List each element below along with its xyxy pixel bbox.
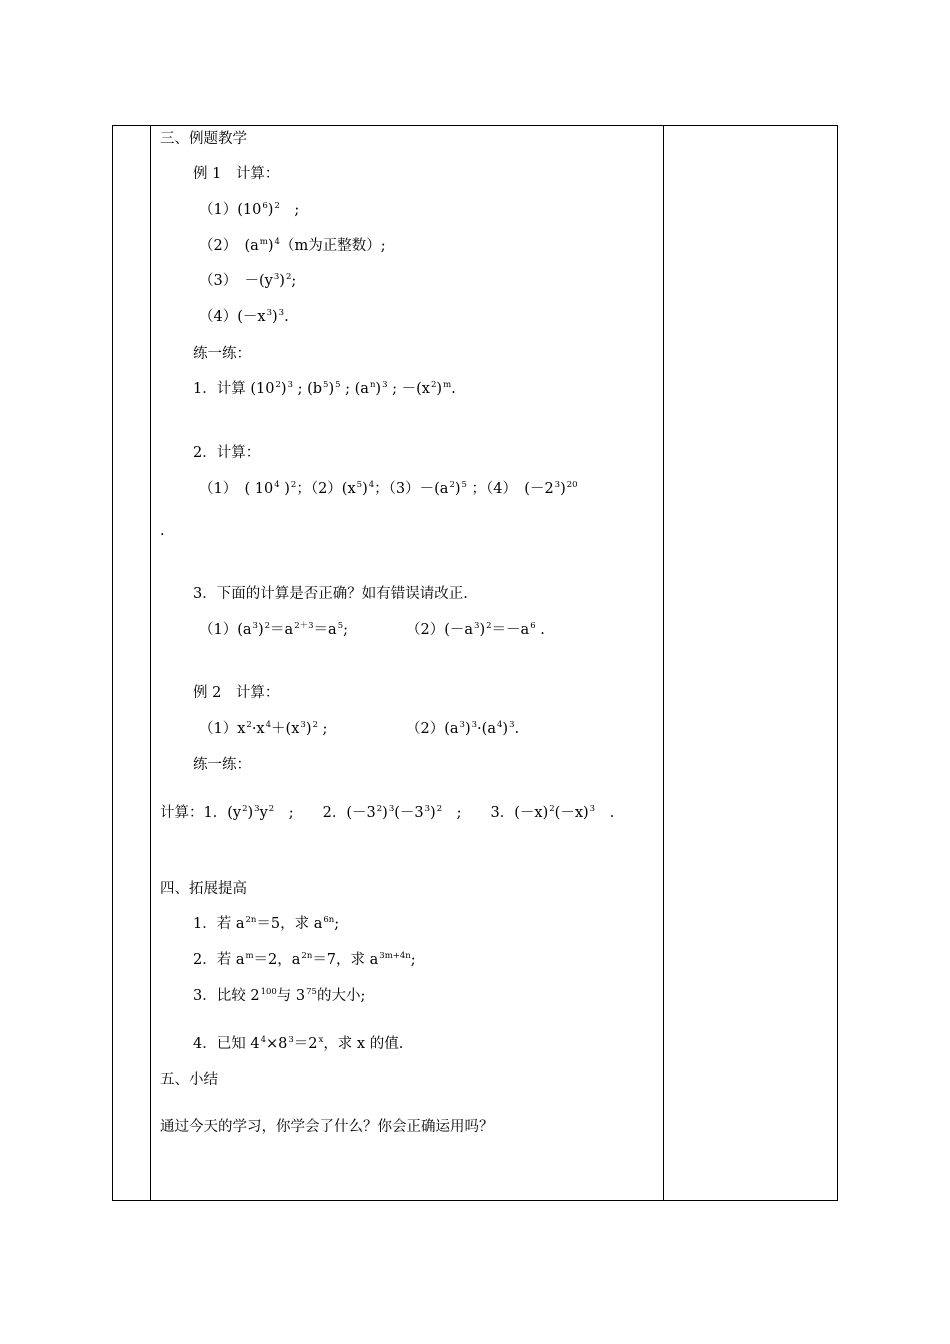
summary-text: 通过今天的学习，你学会了什么？你会正确运用吗？ bbox=[160, 1119, 494, 1135]
practice1-question-3-part-1: $(1)(a^3)^2=a^{2+3}=a^5$; bbox=[199, 621, 348, 638]
section3-title: 三、例题教学 bbox=[160, 131, 247, 147]
example1-item-4: $(4)(-x^3)^3$. bbox=[199, 308, 289, 325]
example1-item-1: $(1)(10^6)^2$ ; bbox=[199, 201, 300, 218]
example1-heading: 例 1 计算： bbox=[193, 166, 280, 182]
practice1-question-2-heading: 2．计算： bbox=[193, 445, 261, 461]
column-divider-right bbox=[663, 126, 664, 1200]
column-divider-left bbox=[150, 126, 151, 1200]
practice1-question-1: 1．计算 $(10^2)^3$ ; $(b^5)^5$ ; $(a^n)^3$ ; $-(x^2)^m$. bbox=[193, 380, 456, 397]
practice1-question-3-heading: 3．下面的计算是否正确？如有错误请改正. bbox=[193, 586, 468, 602]
extension-question-1: 1．若 $a^{2n}=5$，求 $a^{6n}$; bbox=[193, 915, 340, 932]
practice1-question-2-tail: . bbox=[160, 523, 165, 539]
example1-item-3: （3） $-(y^3)^2$; bbox=[199, 272, 297, 289]
practice1-question-3-part-2: $(2)(-a^3)^2=-a^6$ . bbox=[406, 621, 545, 638]
practice2-heading: 练一练： bbox=[193, 757, 251, 773]
section4-title: 四、拓展提高 bbox=[160, 881, 247, 897]
example1-item-2: （2） $(a^m)^4(m$为正整数）; bbox=[199, 237, 386, 254]
example2-item-1: $(1)x^2\cdot x^4+(x^3)^2$ ; bbox=[199, 720, 328, 737]
practice1-question-2: （1） ( $10^4$ )$^2$；$(2)(x^5)^4$；$(3)-(a^2)^5$ ；（4） $(-2^3)^{20}$ bbox=[199, 480, 578, 497]
practice2-calculations: 计算：1．$(y^2)^3y^2$ ; 2．$(-3^2)^3(-3^3)^2$ ; 3．$(-x)^2(-x)^3$ . bbox=[160, 804, 615, 821]
example2-item-2: $(2)(a^3)^3\cdot(a^4)^3$. bbox=[406, 720, 520, 737]
practice1-heading: 练一练： bbox=[193, 346, 251, 362]
extension-question-2: 2．若 $a^m=2$，$a^{2n}=7$，求 $a^{3m+4n}$; bbox=[193, 951, 416, 968]
example2-heading: 例 2 计算： bbox=[193, 685, 280, 701]
extension-question-3: 3．比较 $2^{100}$与 $3^{75}$的大小; bbox=[193, 987, 366, 1004]
section5-title: 五、小结 bbox=[160, 1072, 218, 1088]
extension-question-4: 4．已知 $4^4\times 8^3=2^x$，求 x 的值. bbox=[193, 1035, 404, 1052]
